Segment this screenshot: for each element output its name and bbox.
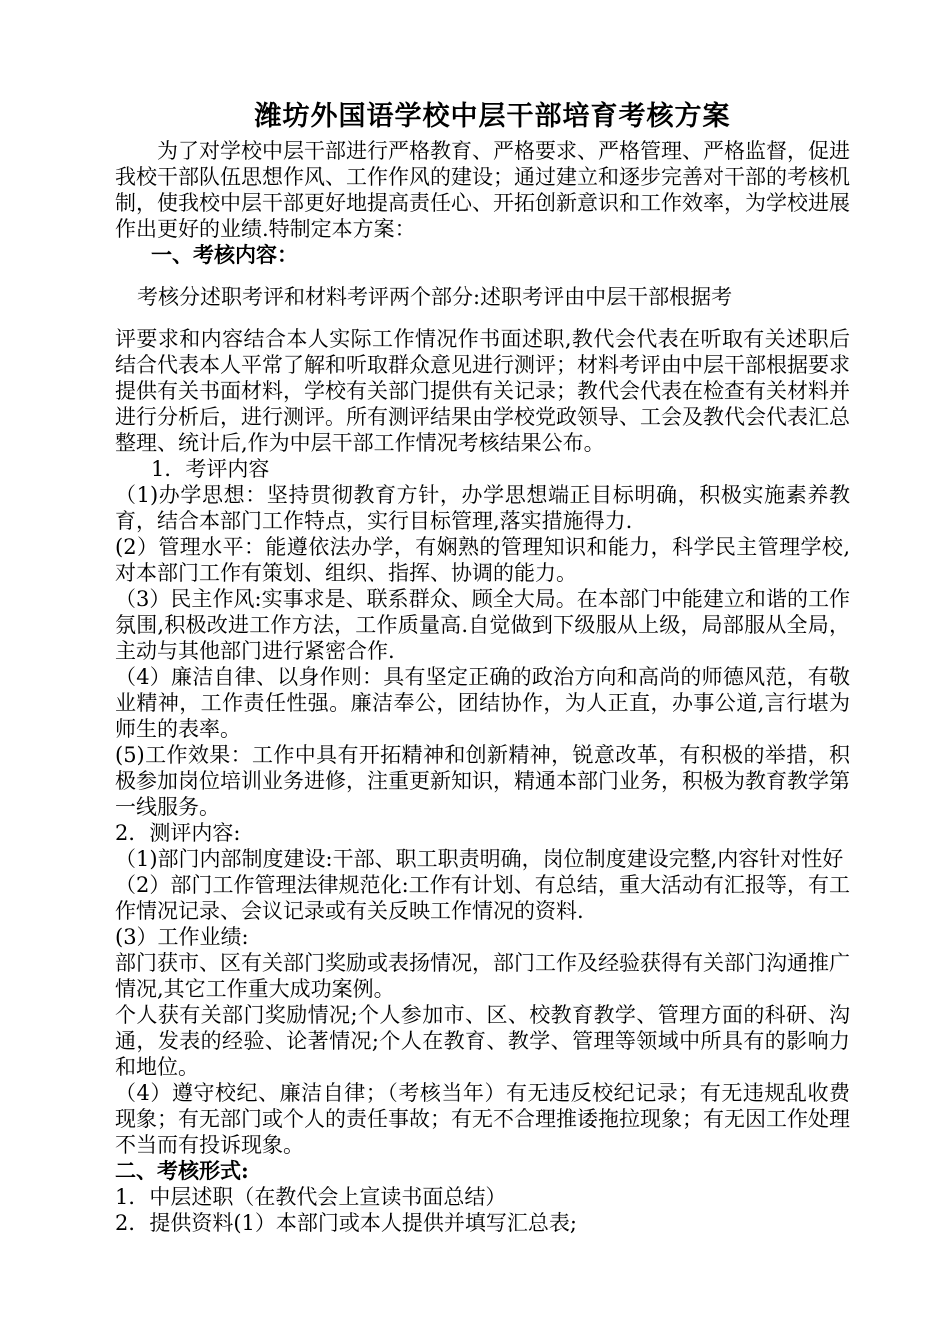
section1-desc-line: 考核分述职考评和材料考评两个部分:述职考评由中层干部根据考 xyxy=(137,285,733,309)
measure-item-3a: 部门获市、区有关部门奖励或表扬情况，部门工作及经验获得有关部门沟通推广情况,其它工作重大成功案例。 xyxy=(115,951,850,1001)
intro-paragraph: 为了对学校中层干部进行严格教育、严格要求、严格管理、严格监督，促进我校干部队伍思想作风、工作作风的建设；通过建立和逐步完善对干部的考核机制，使我校中层干部更好地提高责任心、开拓创新意识和工作效率，为学校进展作出更好的业绩.特制定本方案： xyxy=(115,139,850,241)
eval-item-5: (5)工作效果：工作中具有开拓精神和创新精神，锐意改革，有积极的举措，积极参加岗位培训业务进修，注重更新知识，精通本部门业务，积极为教育教学第一线服务。 xyxy=(115,743,850,819)
document-title: 潍坊外国语学校中层干部培育考核方案 xyxy=(254,101,731,132)
eval-item-4: （4）廉洁自律、以身作则：具有坚定正确的政治方向和高尚的师德风范，有敬业精神，工作责任性强。廉洁奉公，团结协作，为人正直，办事公道,言行堪为师生的表率。 xyxy=(115,665,850,741)
eval-item-2: (2）管理水平：能遵依法办学，有娴熟的管理知识和能力，科学民主管理学校,对本部门工作有策划、组织、指挥、协调的能力。 xyxy=(115,535,850,585)
section2-heading: 二、考核形式: xyxy=(115,1158,249,1183)
measure-item-2: （2）部门工作管理法律规范化:工作有计划、有总结，重大活动有汇报等，有工作情况记录、会议记录或有关反映工作情况的资料. xyxy=(115,873,850,923)
eval-item-3: （3）民主作风:实事求是、联系群众、顾全大局。在本部门中能建立和谐的工作氛围,积极改进工作方法，工作质量高.自觉做到下级服从上级，局部服从全局，主动与其他部门进行紧密合作. xyxy=(115,587,850,663)
eval-item-1: （1)办学思想：坚持贯彻教育方针，办学思想端正目标明确，积极实施素养教育，结合本部门工作特点，实行目标管理,落实措施得力. xyxy=(115,483,850,533)
document-page xyxy=(115,100,850,1236)
sub2-heading: 2．测评内容: xyxy=(115,821,241,845)
measure-item-4: （4）遵守校纪、廉洁自律；（考核当年）有无违反校纪记录；有无违规乱收费现象；有无部门或个人的责任事故；有无不合理推诿拖拉现象；有无因工作处理不当而有投诉现象。 xyxy=(115,1081,850,1157)
measure-item-3b: 个人获有关部门奖励情况;个人参加市、区、校教育教学、管理方面的科研、沟通，发表的经验、论著情况;个人在教育、教学、管理等领域中所具有的影响力和地位。 xyxy=(115,1003,850,1079)
measure-item-3: (3）工作业绩: xyxy=(115,925,249,949)
form-item-1: 1．中层述职（在教代会上宣读书面总结） xyxy=(115,1185,507,1209)
section1-desc-paragraph: 评要求和内容结合本人实际工作情况作书面述职,教代会代表在听取有关述职后结合代表本人平常了解和听取群众意见进行测评；材料考评由中层干部根据要求提供有关书面材料，学校有关部门提供有关记录；教代会代表在检查有关材料并进行分析后，进行测评。所有测评结果由学校党政领导、工会及教代会代表汇总整理、统计后,作为中层干部工作情况考核结果公布。 xyxy=(115,327,850,455)
section1-heading: 一、考核内容： xyxy=(151,242,298,267)
form-item-2: 2．提供资料(1）本部门或本人提供并填写汇总表; xyxy=(115,1211,577,1235)
measure-item-1: （1)部门内部制度建设:干部、职工职责明确，岗位制度建设完整,内容针对性好 xyxy=(115,847,844,871)
sub1-heading: 1．考评内容 xyxy=(151,457,270,481)
